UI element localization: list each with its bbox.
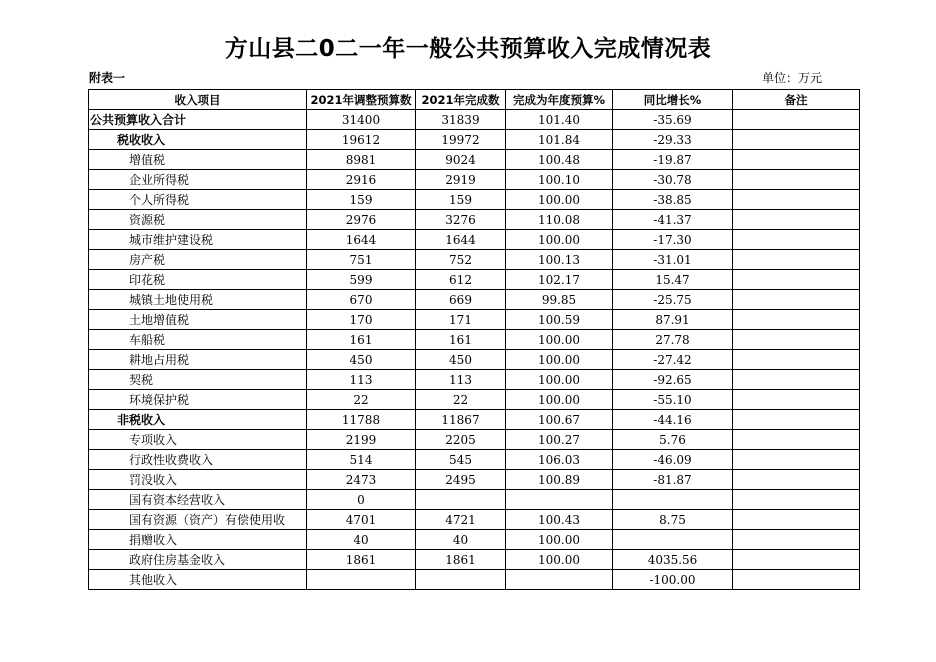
row-growth: -55.10	[613, 390, 733, 410]
table-row	[89, 570, 860, 590]
row-completion-pct: 110.08	[506, 210, 613, 230]
row-note	[733, 210, 860, 230]
col-header-actual: 2021年完成数	[416, 90, 506, 110]
row-actual: 159	[416, 190, 506, 210]
row-growth: -27.42	[613, 350, 733, 370]
row-budget: 2199	[307, 430, 416, 450]
table-header-row	[89, 90, 860, 110]
row-completion-pct: 100.00	[506, 530, 613, 550]
row-growth: 5.76	[613, 430, 733, 450]
row-budget: 159	[307, 190, 416, 210]
row-budget: 0	[307, 490, 416, 510]
table-row	[89, 370, 860, 390]
row-budget: 19612	[307, 130, 416, 150]
row-item-name: 罚没收入	[89, 470, 307, 490]
page-title: 方山县二0二一年一般公共预算收入完成情况表	[224, 36, 712, 62]
col-header-item: 收入项目	[89, 90, 307, 110]
row-budget: 1644	[307, 230, 416, 250]
table-row	[89, 510, 860, 530]
row-actual: 4721	[416, 510, 506, 530]
row-actual: 3276	[416, 210, 506, 230]
row-item-name: 契税	[89, 370, 307, 390]
row-actual: 113	[416, 370, 506, 390]
row-growth: -92.65	[613, 370, 733, 390]
row-growth: -19.87	[613, 150, 733, 170]
row-budget	[307, 570, 416, 590]
row-note	[733, 350, 860, 370]
row-completion-pct: 100.00	[506, 230, 613, 250]
row-budget: 170	[307, 310, 416, 330]
row-growth: -30.78	[613, 170, 733, 190]
row-note	[733, 450, 860, 470]
row-note	[733, 410, 860, 430]
row-note	[733, 150, 860, 170]
row-growth: -41.37	[613, 210, 733, 230]
row-actual: 11867	[416, 410, 506, 430]
unit-label: 单位：万元	[762, 71, 823, 85]
row-growth: 87.91	[613, 310, 733, 330]
row-item-name: 国有资本经营收入	[89, 490, 307, 510]
row-budget: 31400	[307, 110, 416, 130]
table-row	[89, 390, 860, 410]
row-item-name: 资源税	[89, 210, 307, 230]
row-note	[733, 510, 860, 530]
row-item-name: 国有资源（资产）有偿使用收	[89, 510, 307, 530]
row-note	[733, 570, 860, 590]
table-row	[89, 350, 860, 370]
revenue-table	[88, 89, 860, 590]
row-completion-pct: 101.84	[506, 130, 613, 150]
row-growth: -44.16	[613, 410, 733, 430]
row-completion-pct: 101.40	[506, 110, 613, 130]
row-note	[733, 370, 860, 390]
row-note	[733, 470, 860, 490]
row-actual: 40	[416, 530, 506, 550]
row-growth: -29.33	[613, 130, 733, 150]
row-budget: 1861	[307, 550, 416, 570]
table-row	[89, 210, 860, 230]
row-budget: 670	[307, 290, 416, 310]
row-completion-pct: 100.59	[506, 310, 613, 330]
table-body	[89, 110, 860, 590]
table-row	[89, 550, 860, 570]
col-header-budget: 2021年调整预算数	[307, 90, 416, 110]
row-actual: 2495	[416, 470, 506, 490]
row-item-name: 专项收入	[89, 430, 307, 450]
table-row	[89, 270, 860, 290]
row-completion-pct: 102.17	[506, 270, 613, 290]
row-budget: 22	[307, 390, 416, 410]
row-growth: -35.69	[613, 110, 733, 130]
row-completion-pct: 100.00	[506, 550, 613, 570]
row-completion-pct: 100.00	[506, 390, 613, 410]
row-actual: 9024	[416, 150, 506, 170]
row-note	[733, 430, 860, 450]
row-actual: 161	[416, 330, 506, 350]
row-item-name: 印花税	[89, 270, 307, 290]
row-completion-pct	[506, 490, 613, 510]
row-completion-pct: 106.03	[506, 450, 613, 470]
row-growth: -81.87	[613, 470, 733, 490]
row-completion-pct: 100.43	[506, 510, 613, 530]
row-item-name: 耕地占用税	[89, 350, 307, 370]
table-row	[89, 430, 860, 450]
row-growth: 15.47	[613, 270, 733, 290]
row-actual: 1861	[416, 550, 506, 570]
row-completion-pct: 100.00	[506, 330, 613, 350]
row-note	[733, 310, 860, 330]
row-note	[733, 110, 860, 130]
row-note	[733, 250, 860, 270]
row-completion-pct: 100.13	[506, 250, 613, 270]
table-row	[89, 290, 860, 310]
row-actual: 545	[416, 450, 506, 470]
row-completion-pct: 100.00	[506, 370, 613, 390]
table-row	[89, 310, 860, 330]
row-item-name: 企业所得税	[89, 170, 307, 190]
row-growth: -17.30	[613, 230, 733, 250]
row-item-name: 环境保护税	[89, 390, 307, 410]
row-item-name: 土地增值税	[89, 310, 307, 330]
row-item-name: 房产税	[89, 250, 307, 270]
row-budget: 450	[307, 350, 416, 370]
row-note	[733, 330, 860, 350]
row-budget: 40	[307, 530, 416, 550]
row-actual: 2205	[416, 430, 506, 450]
row-actual: 1644	[416, 230, 506, 250]
row-completion-pct: 99.85	[506, 290, 613, 310]
table-row	[89, 490, 860, 510]
row-budget: 4701	[307, 510, 416, 530]
attachment-label: 附表一	[89, 71, 126, 85]
row-item-name: 其他收入	[89, 570, 307, 590]
table-row	[89, 250, 860, 270]
row-actual: 19972	[416, 130, 506, 150]
row-completion-pct: 100.67	[506, 410, 613, 430]
row-budget: 514	[307, 450, 416, 470]
row-actual: 450	[416, 350, 506, 370]
row-actual: 669	[416, 290, 506, 310]
table-row	[89, 450, 860, 470]
row-growth	[613, 490, 733, 510]
row-completion-pct	[506, 570, 613, 590]
table-row	[89, 190, 860, 210]
row-budget: 11788	[307, 410, 416, 430]
col-header-completion-pct: 完成为年度预算%	[506, 90, 613, 110]
row-budget: 161	[307, 330, 416, 350]
table-row	[89, 230, 860, 250]
row-item-name: 车船税	[89, 330, 307, 350]
row-growth: -38.85	[613, 190, 733, 210]
row-item-name: 非税收入	[89, 410, 307, 430]
row-actual: 22	[416, 390, 506, 410]
row-note	[733, 270, 860, 290]
table-row	[89, 470, 860, 490]
row-completion-pct: 100.00	[506, 190, 613, 210]
table-row	[89, 170, 860, 190]
row-completion-pct: 100.10	[506, 170, 613, 190]
col-header-growth: 同比增长%	[613, 90, 733, 110]
row-item-name: 城市维护建设税	[89, 230, 307, 250]
row-note	[733, 290, 860, 310]
row-growth: 27.78	[613, 330, 733, 350]
table-row	[89, 130, 860, 150]
row-note	[733, 170, 860, 190]
row-item-name: 行政性收费收入	[89, 450, 307, 470]
table-row	[89, 410, 860, 430]
row-actual: 31839	[416, 110, 506, 130]
row-budget: 599	[307, 270, 416, 290]
row-note	[733, 130, 860, 150]
row-item-name: 增值税	[89, 150, 307, 170]
row-completion-pct: 100.48	[506, 150, 613, 170]
row-budget: 2473	[307, 470, 416, 490]
row-growth: -25.75	[613, 290, 733, 310]
row-note	[733, 230, 860, 250]
row-item-name: 公共预算收入合计	[89, 110, 307, 130]
table-row	[89, 330, 860, 350]
row-note	[733, 530, 860, 550]
row-completion-pct: 100.00	[506, 350, 613, 370]
row-growth: 4035.56	[613, 550, 733, 570]
table-row	[89, 530, 860, 550]
row-item-name: 城镇土地使用税	[89, 290, 307, 310]
row-item-name: 税收收入	[89, 130, 307, 150]
col-header-note: 备注	[733, 90, 860, 110]
row-growth: -100.00	[613, 570, 733, 590]
row-budget: 2976	[307, 210, 416, 230]
row-actual: 2919	[416, 170, 506, 190]
row-completion-pct: 100.89	[506, 470, 613, 490]
row-growth	[613, 530, 733, 550]
row-actual: 752	[416, 250, 506, 270]
row-note	[733, 550, 860, 570]
row-budget: 8981	[307, 150, 416, 170]
row-growth: -46.09	[613, 450, 733, 470]
row-actual: 171	[416, 310, 506, 330]
row-item-name: 政府住房基金收入	[89, 550, 307, 570]
row-actual	[416, 570, 506, 590]
row-completion-pct: 100.27	[506, 430, 613, 450]
table-row	[89, 110, 860, 130]
row-note	[733, 490, 860, 510]
row-item-name: 捐赠收入	[89, 530, 307, 550]
row-note	[733, 390, 860, 410]
row-budget: 751	[307, 250, 416, 270]
row-item-name: 个人所得税	[89, 190, 307, 210]
row-actual	[416, 490, 506, 510]
row-budget: 2916	[307, 170, 416, 190]
row-budget: 113	[307, 370, 416, 390]
table-row	[89, 150, 860, 170]
row-actual: 612	[416, 270, 506, 290]
row-note	[733, 190, 860, 210]
row-growth: 8.75	[613, 510, 733, 530]
row-growth: -31.01	[613, 250, 733, 270]
